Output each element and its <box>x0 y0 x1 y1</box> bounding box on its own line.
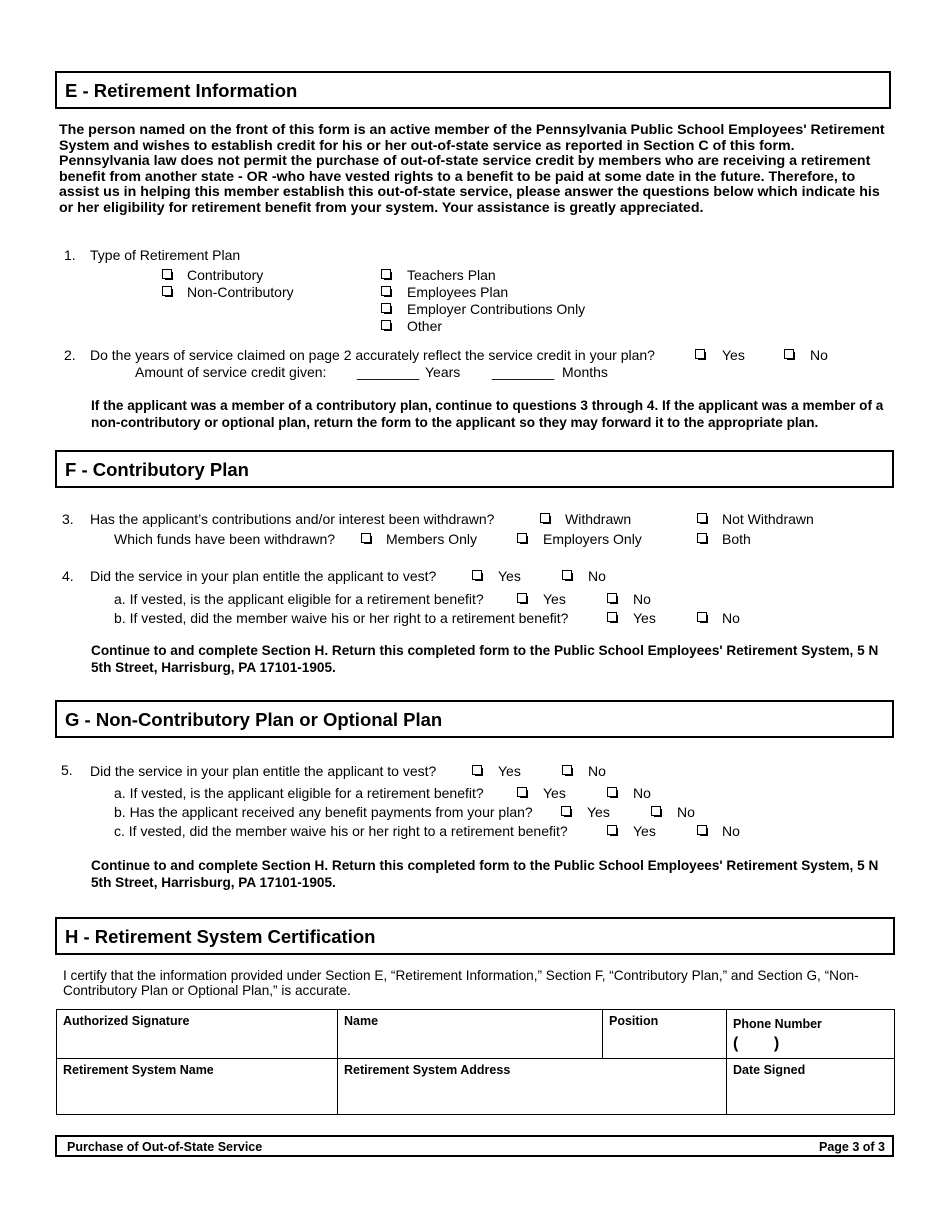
months-blank[interactable]: ________ <box>492 364 555 380</box>
name-label: Name <box>344 1014 379 1028</box>
both-checkbox[interactable] <box>697 533 707 543</box>
retirement-system-address-label: Retirement System Address <box>344 1063 511 1077</box>
section-f-note: Continue to and complete Section H. Return this completed form to the Public School Employees' Retirement System, 5 N 5th Street, Harrisburg, PA 17101-1905. <box>91 643 879 675</box>
funds-withdrawn-text: Which funds have been withdrawn? <box>114 531 336 547</box>
q5c-no-checkbox[interactable] <box>697 825 707 835</box>
section-h-title: H - Retirement System Certification <box>65 926 376 947</box>
employers-only-label: Employers Only <box>543 531 642 547</box>
section-f-header <box>55 450 894 488</box>
contributory-label: Contributory <box>187 267 264 283</box>
date-signed-cell[interactable] <box>727 1059 895 1115</box>
years-label: Years <box>425 364 461 380</box>
q5a-no-checkbox[interactable] <box>607 787 617 797</box>
q5b-no-checkbox[interactable] <box>651 806 661 816</box>
q4a-text: a. If vested, is the applicant eligible for a retirement benefit? <box>114 591 484 607</box>
date-signed-label: Date Signed <box>733 1063 806 1077</box>
phone-area-code-parens: ( ) <box>733 1035 780 1052</box>
not-withdrawn-label: Not Withdrawn <box>722 511 814 527</box>
q5-yes-checkbox[interactable] <box>472 765 482 775</box>
q1-number: 1. <box>64 247 76 263</box>
teachers-plan-checkbox[interactable] <box>381 269 391 279</box>
years-blank[interactable]: ________ <box>357 364 420 380</box>
q4-number: 4. <box>62 568 74 584</box>
q2-text: Do the years of service claimed on page 2 accurately reflect the service credit in your plan? <box>90 347 655 363</box>
q5a-text: a. If vested, is the applicant eligible for a retirement benefit? <box>114 785 484 801</box>
q5b-text: b. Has the applicant received any benefit payments from your plan? <box>114 804 533 820</box>
q4b-yes-checkbox[interactable] <box>607 612 617 622</box>
q5c-yes-checkbox[interactable] <box>607 825 617 835</box>
section-g-title: G - Non-Contributory Plan or Optional Plan <box>65 709 443 730</box>
teachers-plan-label: Teachers Plan <box>407 267 496 283</box>
q4b-no-checkbox[interactable] <box>697 612 707 622</box>
contributory-checkbox[interactable] <box>162 269 172 279</box>
section-h-header <box>55 917 895 955</box>
q4a-yes-checkbox[interactable] <box>517 593 527 603</box>
q4-text: Did the service in your plan entitle the applicant to vest? <box>90 568 437 584</box>
q5-text: Did the service in your plan entitle the applicant to vest? <box>90 763 437 779</box>
employers-only-checkbox[interactable] <box>517 533 527 543</box>
authorized-signature-cell[interactable] <box>57 1010 338 1059</box>
other-plan-checkbox[interactable] <box>381 320 391 330</box>
q4b-no-label: No <box>722 610 740 626</box>
q5b-no-label: No <box>677 804 695 820</box>
months-label: Months <box>562 364 608 380</box>
withdrawn-checkbox[interactable] <box>540 513 550 523</box>
retirement-system-name-cell[interactable] <box>57 1059 338 1115</box>
section-g-note: Continue to and complete Section H. Return this completed form to the Public School Employees' Retirement System, 5 N 5th Street, Harrisburg, PA 17101-1905. <box>91 858 879 890</box>
position-label: Position <box>609 1014 659 1028</box>
q3-text: Has the applicant’s contributions and/or interest been withdrawn? <box>90 511 495 527</box>
members-only-checkbox[interactable] <box>361 533 371 543</box>
q5-number: 5. <box>61 762 73 778</box>
service-credit-label: Amount of service credit given: <box>135 364 327 380</box>
q5c-text: c. If vested, did the member waive his or her right to a retirement benefit? <box>114 823 568 839</box>
section-e-title: E - Retirement Information <box>65 80 298 101</box>
other-plan-label: Other <box>407 318 443 334</box>
q5-no-checkbox[interactable] <box>562 765 572 775</box>
employer-contributions-only-label: Employer Contributions Only <box>407 301 586 317</box>
q4a-no-label: No <box>633 591 651 607</box>
q4b-text: b. If vested, did the member waive his or her right to a retirement benefit? <box>114 610 569 626</box>
q4b-yes-label: Yes <box>633 610 656 626</box>
q2-yes-label: Yes <box>722 347 745 363</box>
retirement-system-address-cell[interactable] <box>338 1059 727 1115</box>
q4-no-checkbox[interactable] <box>562 570 572 580</box>
page-footer <box>55 1135 894 1157</box>
q5a-yes-checkbox[interactable] <box>517 787 527 797</box>
phone-number-cell[interactable] <box>727 1010 895 1059</box>
withdrawn-label: Withdrawn <box>565 511 632 527</box>
q5a-yes-label: Yes <box>543 785 566 801</box>
phone-number-label: Phone Number <box>733 1017 822 1031</box>
footer-page-number: Page 3 of 3 <box>819 1140 885 1154</box>
certification-text: I certify that the information provided under Section E, “Retirement Information,” Section F, “Contributory Plan,” and Section G, “Non-Contributory Plan or Optional Plan,” is accurate. <box>63 968 859 998</box>
q5c-yes-label: Yes <box>633 823 656 839</box>
both-label: Both <box>722 531 751 547</box>
q5-yes-label: Yes <box>498 763 521 779</box>
q5-no-label: No <box>588 763 606 779</box>
q4a-no-checkbox[interactable] <box>607 593 617 603</box>
q4-no-label: No <box>588 568 606 584</box>
section-e-header <box>55 71 891 109</box>
q5b-yes-checkbox[interactable] <box>561 806 571 816</box>
footer-form-title: Purchase of Out-of-State Service <box>67 1140 263 1154</box>
certification-table <box>56 1009 895 1115</box>
q4-yes-label: Yes <box>498 568 521 584</box>
name-cell[interactable] <box>338 1010 603 1059</box>
q5b-yes-label: Yes <box>587 804 610 820</box>
q3-number: 3. <box>62 511 74 527</box>
non-contributory-label: Non-Contributory <box>187 284 294 300</box>
q2-yes-checkbox[interactable] <box>695 349 705 359</box>
q1-text: Type of Retirement Plan <box>90 247 241 263</box>
section-e-note: If the applicant was a member of a contributory plan, continue to questions 3 through 4. If the applicant was a member of a non-contributory or optional plan, return the form to the applicant so they may forward it to the appropriate plan. <box>91 398 884 430</box>
non-contributory-checkbox[interactable] <box>162 286 172 296</box>
authorized-signature-label: Authorized Signature <box>63 1014 190 1028</box>
section-e-intro: The person named on the front of this form is an active member of the Pennsylvania Public School Employees' Retirement System and wishes to establish credit for his or her out-of-state service as reported in Section C of this form. Pennsylvania law does not permit the purchase of out-of-state service credit by members who are receiving a retirement benefit from another state - OR -who have vested rights to a benefit to be paid at some date in the future. Therefore, to assist us in helping this member establish this out-of-state service, please answer the questions below which indicate his or her eligibility for retirement benefit from your system. Your assistance is greatly appreciated. <box>59 122 885 216</box>
position-cell[interactable] <box>603 1010 727 1059</box>
employees-plan-label: Employees Plan <box>407 284 509 300</box>
section-f-title: F - Contributory Plan <box>65 459 249 480</box>
members-only-label: Members Only <box>386 531 478 547</box>
retirement-system-name-label: Retirement System Name <box>63 1063 214 1077</box>
q4-yes-checkbox[interactable] <box>472 570 482 580</box>
q2-no-checkbox[interactable] <box>784 349 794 359</box>
q5a-no-label: No <box>633 785 651 801</box>
employees-plan-checkbox[interactable] <box>381 286 391 296</box>
q5c-no-label: No <box>722 823 740 839</box>
not-withdrawn-checkbox[interactable] <box>697 513 707 523</box>
section-g-header <box>55 700 894 738</box>
employer-contributions-only-checkbox[interactable] <box>381 303 391 313</box>
q2-number: 2. <box>64 347 76 363</box>
q4a-yes-label: Yes <box>543 591 566 607</box>
q2-no-label: No <box>810 347 828 363</box>
